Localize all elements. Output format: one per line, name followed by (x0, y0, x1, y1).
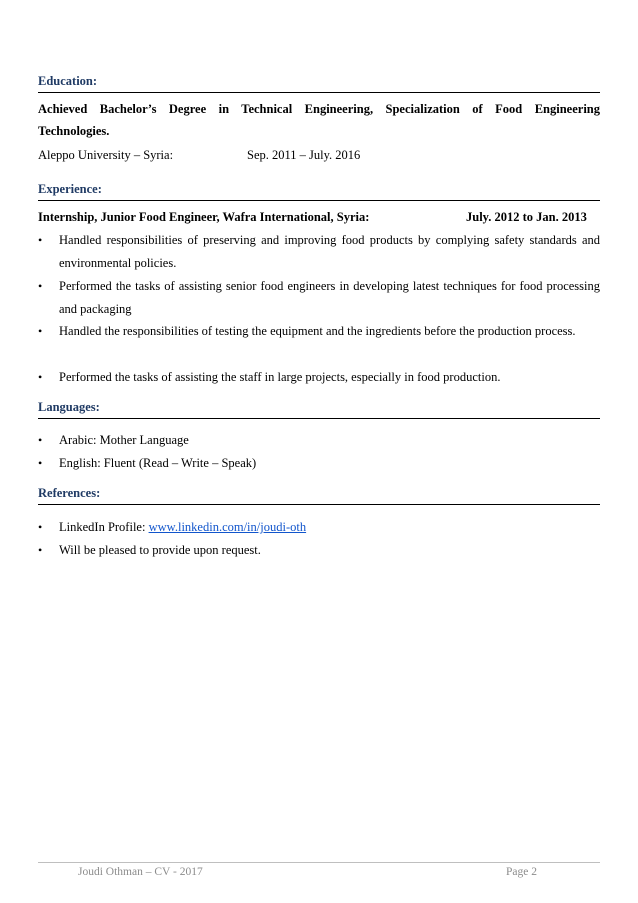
experience-position: Internship, Junior Food Engineer, Wafra International, Syria: (38, 210, 370, 224)
bullet-icon: • (38, 433, 43, 447)
bullet-icon: • (38, 456, 43, 470)
references-heading: References: (38, 486, 600, 505)
degree-line-1: Achieved Bachelor’s Degree in Technical Engineering, Specialization of Food Engineering (38, 102, 600, 116)
footer-divider (38, 862, 600, 863)
experience-heading: Experience: (38, 182, 600, 201)
bullet-icon: • (38, 233, 43, 247)
linkedin-label: LinkedIn Profile: (59, 520, 149, 534)
language-english: English: Fluent (Read – Write – Speak) (59, 456, 257, 470)
experience-dates: July. 2012 to Jan. 2013 (466, 210, 587, 224)
bullet-icon: • (38, 279, 43, 293)
bullet-icon: • (38, 520, 43, 534)
references-note: Will be pleased to provide upon request. (59, 543, 261, 557)
language-arabic: Arabic: Mother Language (59, 433, 189, 447)
experience-bullet-4: Performed the tasks of assisting the staff in large projects, especially in food production. (59, 370, 501, 384)
bullet-icon: • (38, 543, 43, 557)
education-heading: Education: (38, 74, 600, 93)
experience-bullet-3: Handled the responsibilities of testing the equipment and the ingredients before the production process. (59, 324, 576, 338)
university-name: Aleppo University – Syria: (38, 148, 174, 162)
education-dates: Sep. 2011 – July. 2016 (247, 148, 361, 162)
languages-heading: Languages: (38, 400, 600, 419)
experience-bullet-2: Performed the tasks of assisting senior food engineers in developing latest techniques for food processing and packaging (59, 279, 600, 316)
degree-line-2: Technologies. (38, 124, 110, 138)
footer-page-number: Page 2 (506, 866, 537, 878)
footer-author: Joudi Othman – CV - 2017 (78, 866, 203, 878)
experience-bullet-1: Handled responsibilities of preserving and improving food products by complying safety standards and environmental policies. (59, 233, 600, 270)
bullet-icon: • (38, 370, 43, 384)
linkedin-link[interactable]: www.linkedin.com/in/joudi-oth (148, 520, 307, 534)
bullet-icon: • (38, 324, 43, 338)
linkedin-line (59, 520, 306, 535)
